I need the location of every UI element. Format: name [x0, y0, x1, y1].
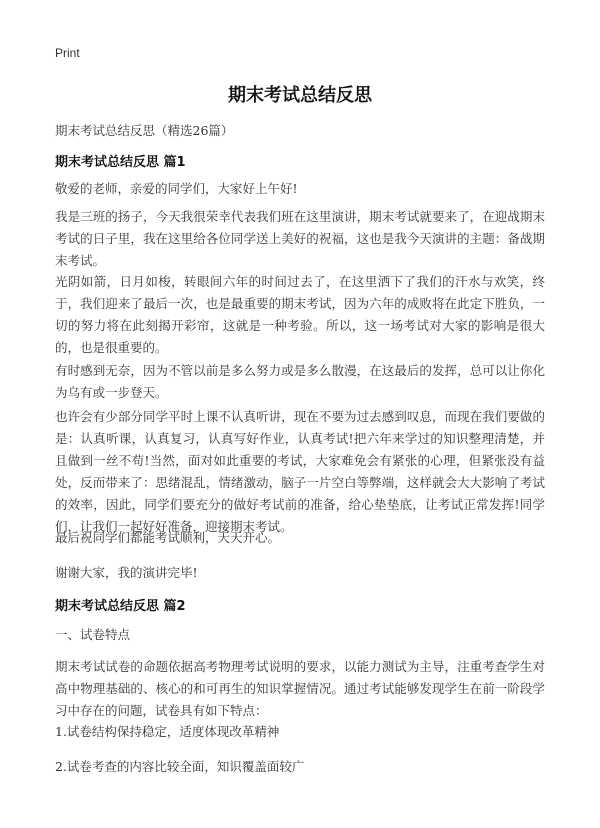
paragraph: 最后祝同学们都能考试顺利，天天开心。: [55, 530, 281, 545]
paragraph: 2.试卷考查的内容比较全面，知识覆盖面较广: [55, 759, 305, 774]
print-link[interactable]: Print: [55, 46, 80, 60]
paragraph: 光阴如箭，日月如梭，转眼间六年的时间过去了，在这里洒下了我们的汗水与欢笑，终于，我们迎来了最后一次，也是最重要的期末考试，因为六年的成败将在此定下胜负，一切的努力将在此刻揭开彩帘，这就是一种考验。所以，这一场考试对大家的影响是很大的，也是很重要的。: [55, 274, 545, 355]
paragraph: 也许会有少部分同学平时上课不认真听讲，现在不要为过去感到叹息，而现在我们要做的是：认真听课，认真复习，认真写好作业，认真考试!把六年来学过的知识整理清楚，并且做到一丝不苟!当然，面对如此重要的考试，大家难免会有紧张的心理，但紧张没有益处，反而带来了：思绪混乱，情绪激动，脑子一片空白等弊端，这样就会大大影响了考试的效率，因此，同学们要充分的做好考试前的准备，给心垫垫底，让考试正常发挥!同学们，让我们一起好好准备，迎接期末考试。: [55, 409, 545, 534]
paragraph: 一、试卷特点: [55, 627, 131, 642]
paragraph: 谢谢大家，我的演讲完毕!: [55, 565, 198, 580]
paragraph: 期末考试试卷的命题依据高考物理考试说明的要求，以能力测试为主导，注重考查学生对高中物理基础的、核心的和可再生的知识掌握情况。通过考试能够发现学生在前一阶段学习中存在的问题，试卷具有如下特点：: [55, 659, 545, 718]
paragraph: 我是三班的扬子，今天我很荣幸代表我们班在这里演讲，期末考试就要来了，在迎战期末考试的日子里，我在这里给各位同学送上美好的祝福，这也是我今天演讲的主题：备战期末考试。: [55, 209, 545, 268]
paragraph: 1.试卷结构保持稳定，适度体现改革精神: [55, 724, 280, 739]
paragraph: 有时感到无奈，因为不管以前是多么努力或是多么散漫，在这最后的发挥，总可以让你化为乌有或一步登天。: [55, 363, 545, 400]
section-heading-2: 期末考试总结反思 篇2: [55, 599, 186, 614]
document-subtitle: 期末考试总结反思（精选26篇）: [55, 123, 234, 138]
page-title: 期末考试总结反思: [228, 85, 372, 106]
section-heading-1: 期末考试总结反思 篇1: [55, 155, 186, 170]
paragraph: 敬爱的老师，亲爱的同学们，大家好上午好!: [55, 181, 298, 196]
